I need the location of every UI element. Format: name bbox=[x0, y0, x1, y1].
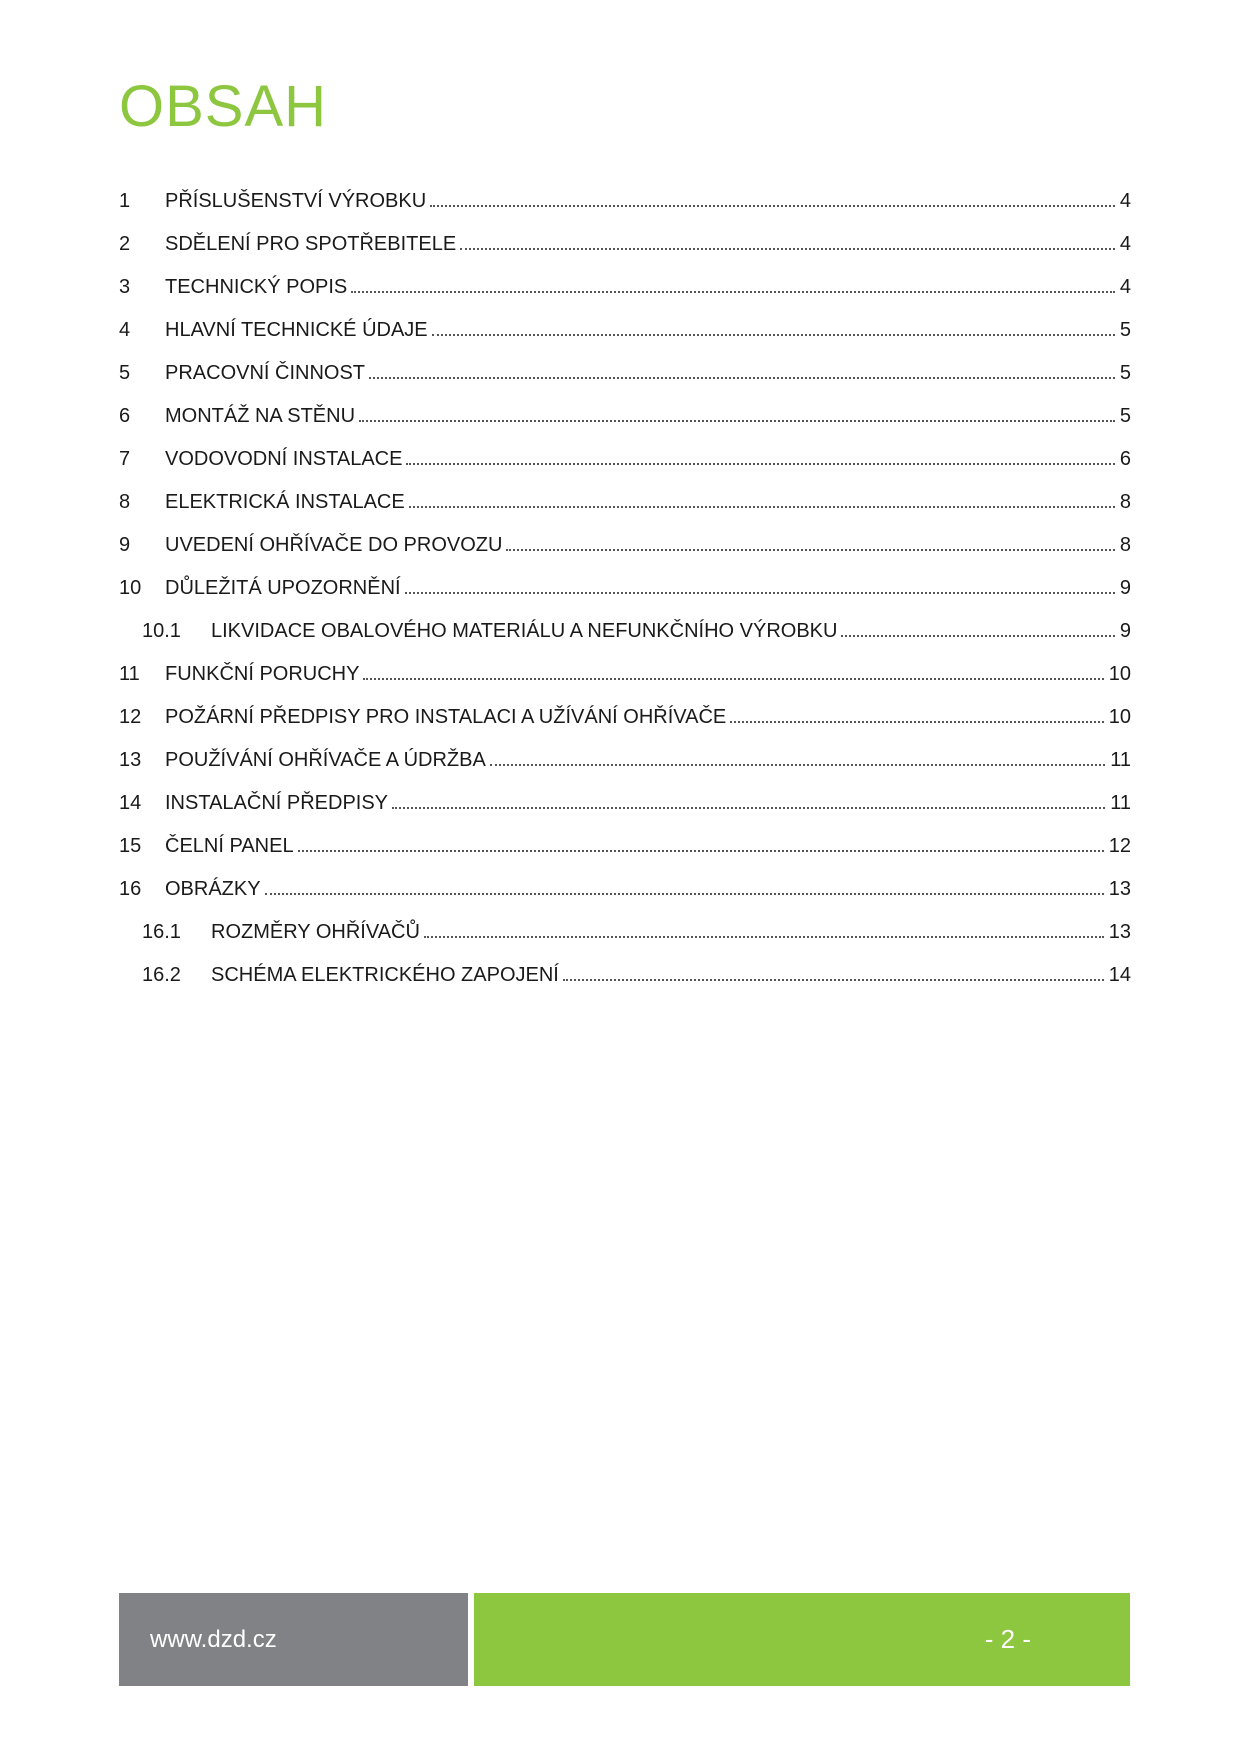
toc-entry-number: 5 bbox=[119, 362, 131, 384]
footer-page-number: - 2 - bbox=[984, 1624, 1031, 1654]
toc-entry-title: FUNKČNÍ PORUCHY bbox=[165, 663, 360, 685]
toc-entry-title: INSTALAČNÍ PŘEDPISY bbox=[165, 792, 389, 814]
dot-leader bbox=[298, 849, 1104, 852]
toc-entry-page: 11 bbox=[1110, 749, 1131, 771]
toc-subentry[interactable] bbox=[119, 610, 1131, 653]
toc-entry-number: 16.2 bbox=[142, 964, 181, 986]
toc-entry-title: UVEDENÍ OHŘÍVAČE DO PROVOZU bbox=[165, 534, 503, 556]
toc-entry-title: ELEKTRICKÁ INSTALACE bbox=[165, 491, 405, 513]
dot-leader bbox=[730, 720, 1104, 723]
toc-entry-page: 14 bbox=[1108, 964, 1131, 986]
dot-leader bbox=[351, 290, 1115, 293]
toc-entry[interactable] bbox=[119, 653, 1131, 696]
toc-entry-page: 8 bbox=[1119, 491, 1131, 513]
dot-leader bbox=[369, 376, 1115, 379]
toc-entry-title: OBRÁZKY bbox=[165, 878, 261, 900]
toc-entry-page: 9 bbox=[1119, 577, 1131, 599]
footer-url-bar bbox=[119, 1593, 468, 1686]
toc-entry-number: 15 bbox=[119, 835, 142, 857]
toc-entry-number: 9 bbox=[119, 534, 131, 556]
toc-entry[interactable] bbox=[119, 782, 1131, 825]
toc-entry-title: SDĚLENÍ PRO SPOTŘEBITELE bbox=[165, 233, 457, 255]
dot-leader bbox=[363, 677, 1103, 680]
dot-leader bbox=[506, 548, 1114, 551]
dot-leader bbox=[392, 806, 1105, 809]
toc-entry-number: 11 bbox=[119, 663, 140, 685]
toc-entry-title: PŘÍSLUŠENSTVÍ VÝROBKU bbox=[165, 190, 427, 212]
toc-subentry[interactable] bbox=[119, 911, 1131, 954]
toc-entry-number: 7 bbox=[119, 448, 131, 470]
toc-entry-number: 6 bbox=[119, 405, 131, 427]
toc-entry-page: 11 bbox=[1110, 792, 1131, 814]
toc-entry-page: 6 bbox=[1119, 448, 1131, 470]
toc-entry[interactable] bbox=[119, 524, 1131, 567]
toc-entry[interactable] bbox=[119, 223, 1131, 266]
toc-entry-title: ČELNÍ PANEL bbox=[165, 835, 294, 857]
toc-entry[interactable] bbox=[119, 481, 1131, 524]
toc-entry-page: 13 bbox=[1108, 878, 1131, 900]
toc-entry-page: 5 bbox=[1119, 405, 1131, 427]
toc-entry-title: SCHÉMA ELEKTRICKÉHO ZAPOJENÍ bbox=[211, 964, 559, 986]
dot-leader bbox=[424, 935, 1104, 938]
toc-entry-number: 14 bbox=[119, 792, 142, 814]
toc-subentry[interactable] bbox=[119, 954, 1131, 997]
toc-entry-title: POŽÁRNÍ PŘEDPISY PRO INSTALACI A UŽÍVÁNÍ OHŘÍVAČE bbox=[165, 706, 727, 728]
toc-entry-number: 10.1 bbox=[142, 620, 181, 642]
toc-entry[interactable] bbox=[119, 180, 1131, 223]
toc-entry-page: 13 bbox=[1108, 921, 1131, 943]
toc-entry[interactable] bbox=[119, 352, 1131, 395]
toc-entry-page: 10 bbox=[1108, 663, 1131, 685]
dot-leader bbox=[563, 978, 1104, 981]
page-title: OBSAH bbox=[119, 74, 328, 139]
footer-page-bar bbox=[474, 1593, 1130, 1686]
toc-entry[interactable] bbox=[119, 739, 1131, 782]
dot-leader bbox=[406, 462, 1114, 465]
dot-leader bbox=[460, 247, 1115, 250]
toc-entry[interactable] bbox=[119, 696, 1131, 739]
toc-entry-number: 10 bbox=[119, 577, 142, 599]
toc-entry-title: LIKVIDACE OBALOVÉHO MATERIÁLU A NEFUNKČNÍHO VÝROBKU bbox=[211, 620, 838, 642]
toc-entry-title: HLAVNÍ TECHNICKÉ ÚDAJE bbox=[165, 319, 428, 341]
dot-leader bbox=[409, 505, 1115, 508]
toc-entry-title: VODOVODNÍ INSTALACE bbox=[165, 448, 403, 470]
toc-entry-title: POUŽÍVÁNÍ OHŘÍVAČE A ÚDRŽBA bbox=[165, 749, 486, 771]
toc-entry-page: 4 bbox=[1119, 233, 1131, 255]
dot-leader bbox=[405, 591, 1115, 594]
toc-entry-page: 5 bbox=[1119, 362, 1131, 384]
dot-leader bbox=[359, 419, 1115, 422]
footer-website-link[interactable]: www.dzd.cz bbox=[150, 1625, 277, 1653]
toc-entry-number: 16.1 bbox=[142, 921, 181, 943]
toc-entry-number: 12 bbox=[119, 706, 142, 728]
toc-entry[interactable] bbox=[119, 309, 1131, 352]
toc-entry-number: 4 bbox=[119, 319, 131, 341]
dot-leader bbox=[430, 204, 1115, 207]
toc-entry-title: DŮLEŽITÁ UPOZORNĚNÍ bbox=[165, 577, 401, 599]
toc-entry-number: 3 bbox=[119, 276, 131, 298]
toc-entry-title: TECHNICKÝ POPIS bbox=[165, 276, 348, 298]
toc-entry-page: 4 bbox=[1119, 276, 1131, 298]
toc-entry-title: ROZMĚRY OHŘÍVAČŮ bbox=[211, 921, 420, 943]
dot-leader bbox=[432, 333, 1115, 336]
toc-entry-number: 8 bbox=[119, 491, 131, 513]
toc-entry-page: 8 bbox=[1119, 534, 1131, 556]
toc-entry[interactable] bbox=[119, 395, 1131, 438]
toc-entry-page: 4 bbox=[1119, 190, 1131, 212]
toc-entry[interactable] bbox=[119, 438, 1131, 481]
toc-entry-number: 13 bbox=[119, 749, 142, 771]
toc-entry-number: 2 bbox=[119, 233, 131, 255]
dot-leader bbox=[490, 763, 1105, 766]
table-of-contents bbox=[119, 180, 1131, 997]
dot-leader bbox=[841, 634, 1114, 637]
toc-entry[interactable] bbox=[119, 868, 1131, 911]
toc-entry-page: 9 bbox=[1119, 620, 1131, 642]
toc-entry-page: 12 bbox=[1108, 835, 1131, 857]
toc-entry-page: 10 bbox=[1108, 706, 1131, 728]
toc-entry[interactable] bbox=[119, 266, 1131, 309]
toc-entry-number: 16 bbox=[119, 878, 142, 900]
dot-leader bbox=[265, 892, 1104, 895]
toc-entry[interactable] bbox=[119, 567, 1131, 610]
toc-entry-number: 1 bbox=[119, 190, 131, 212]
toc-entry-title: MONTÁŽ NA STĚNU bbox=[165, 405, 356, 427]
toc-entry[interactable] bbox=[119, 825, 1131, 868]
toc-entry-title: PRACOVNÍ ČINNOST bbox=[165, 362, 366, 384]
toc-entry-page: 5 bbox=[1119, 319, 1131, 341]
